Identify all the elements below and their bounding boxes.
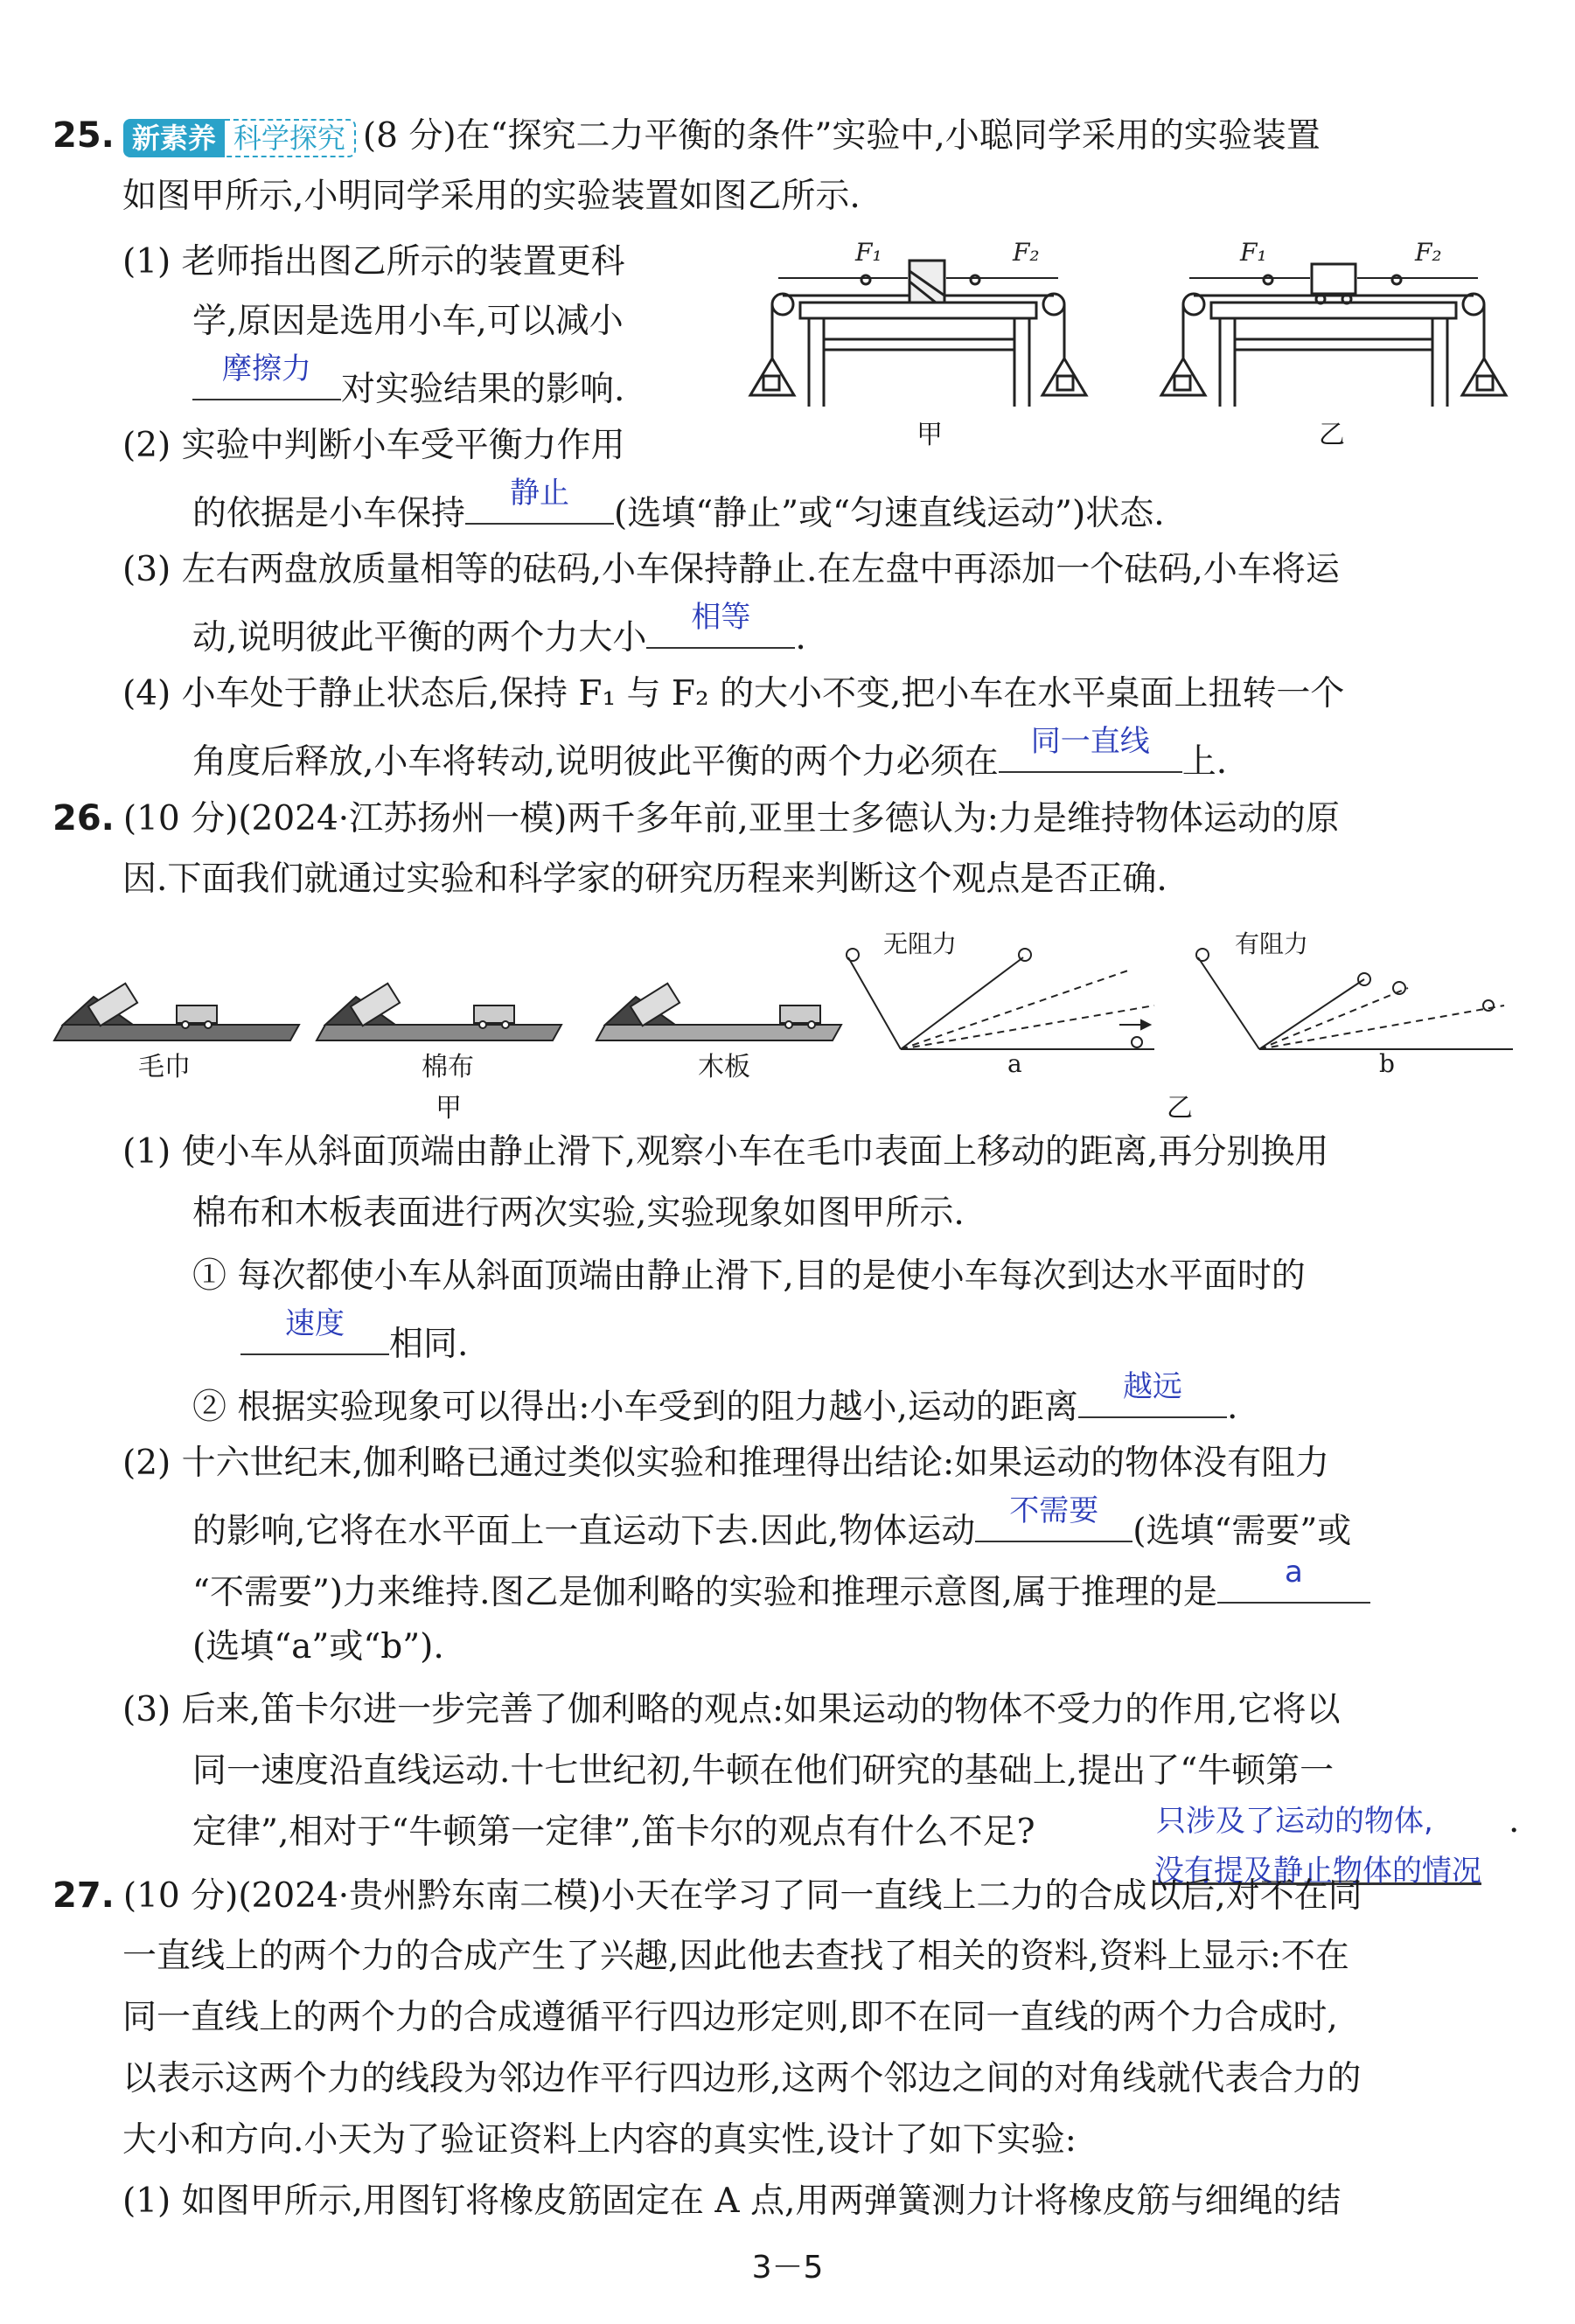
- q25-badge-sub: 科学探究: [225, 119, 356, 157]
- q25-p3-answer-blank: [646, 600, 795, 649]
- q26-s1-l2-text: 相同.: [389, 1325, 469, 1364]
- q26-s2-text: ② 根据实验现象可以得出:小车受到的阻力越小,运动的距离: [192, 1388, 1078, 1427]
- q25-p1-l1: (1) 老师指出图乙所示的装置更科: [122, 242, 625, 282]
- q26-p3-l3: 定律”,相对于“牛顿第一定律”,笛卡尔的观点有什么不足?: [192, 1813, 1035, 1852]
- q25-p4-answer-blank: [999, 724, 1182, 773]
- q25-text1: (8 分)在“探究二力平衡的条件”实验中,小聪同学采用的实验装置: [362, 116, 1321, 156]
- q26-s1-l1: ① 每次都使小车从斜面顶端由静止滑下,目的是使小车每次到达水平面时的: [192, 1256, 1306, 1296]
- q26-p2-answer2-blank: [1217, 1555, 1370, 1604]
- q27-line2: 一直线上的两个力的合成产生了兴趣,因此他去查找了相关的资料,资料上显示:不在: [122, 1937, 1349, 1976]
- q26-p2-l2: [192, 1493, 1352, 1556]
- q25-p2-l2-text-b: (选填“静止”或“匀速直线运动”)状态.: [614, 494, 1165, 533]
- q26-s2: [192, 1369, 1238, 1432]
- q26-p2-l4: (选填“a”或“b”).: [192, 1627, 444, 1666]
- q26-label-muban: 木板: [698, 1052, 750, 1082]
- q26-p3-l1: (3) 后来,笛卡尔进一步完善了伽利略的观点:如果运动的物体不受力的作用,它将以: [122, 1690, 1341, 1729]
- q27-line6: (1) 如图甲所示,用图钉将橡皮筋固定在 A 点,用两弹簧测力计将橡皮筋与细绳的结: [122, 2181, 1342, 2221]
- q26-p3-end: .: [1509, 1801, 1520, 1840]
- page-number: 3－5: [751, 2250, 824, 2286]
- q27-text1: (10 分)(2024·贵州黔东南二模)小天在学习了同一直线上二力的合成以后,对不在同: [122, 1876, 1362, 1916]
- q25-p3-l2-text: 动,说明彼此平衡的两个力大小: [192, 618, 647, 658]
- q26-line2: 因.下面我们就通过实验和科学家的研究历程来判断这个观点是否正确.: [122, 859, 1167, 899]
- q25-p3-l2: [192, 600, 806, 663]
- q25-p2-l1: (2) 实验中判断小车受平衡力作用: [122, 426, 625, 465]
- q26-p2-l2-text-b: (选填“需要”或: [1132, 1512, 1352, 1551]
- q25-p4-l2-text: 角度后释放,小车将转动,说明彼此平衡的两个力必须在: [192, 742, 999, 782]
- q27-number: 27.: [52, 1875, 115, 1916]
- q27-line5: 大小和方向.小天为了验证资料上内容的真实性,设计了如下实验:: [122, 2120, 1077, 2160]
- q26-figure-yi: [840, 944, 1522, 1067]
- q25-p1-l3: [192, 351, 625, 414]
- q25-p2-l2-text-a: 的依据是小车保持: [192, 494, 466, 533]
- q25-p2-answer-blank: [465, 476, 614, 525]
- q26-number: 26.: [52, 798, 115, 838]
- q25-badge: [123, 119, 356, 157]
- q25-p1-l2: 学,原因是选用小车,可以减小: [192, 302, 624, 341]
- q25-yi-f2-label: F₂: [1415, 238, 1442, 267]
- q27-line4: 以表示这两个力的线段为邻边作平行四边形,这两个邻边之间的对角线就代表合力的: [122, 2059, 1362, 2098]
- q25-p2-answer: 静止: [510, 476, 570, 511]
- q26-p2-l3-text: “不需要”)力来维持.图乙是伽利略的实验和推理示意图,属于推理的是: [192, 1573, 1217, 1612]
- q25-figure-jia-caption: 甲: [916, 420, 943, 450]
- q25-yi-f1-label: F₁: [1240, 238, 1267, 267]
- q25-p3-l2-end: .: [795, 618, 806, 658]
- q25-p4-l2-end: 上.: [1181, 742, 1228, 782]
- q26-s2-end: .: [1226, 1388, 1238, 1427]
- q26-p2-answer1-blank: [975, 1493, 1132, 1542]
- q26-p3-answer-l2: 没有提及静止物体的情况: [1154, 1854, 1481, 1889]
- q25-p4-l2: [192, 724, 1228, 787]
- q26-p3-answer-l1: 只涉及了运动的物体,: [1156, 1804, 1433, 1839]
- q25-p3-l1: (3) 左右两盘放质量相等的砝码,小车保持静止.在左盘中再添加一个砝码,小车将运: [122, 550, 1340, 589]
- q27-line1: [52, 1871, 1362, 1921]
- q25-p1-l3-text: 对实验结果的影响.: [341, 370, 625, 409]
- q25-figure-yi: [1167, 227, 1500, 428]
- q26-label-wuzuli: 无阻力: [883, 929, 958, 958]
- q26-s1-answer-blank: [240, 1306, 389, 1355]
- q26-figure-jia-caption: 甲: [436, 1093, 462, 1124]
- q25-line2: 如图甲所示,小明同学采用的实验装置如图乙所示.: [122, 177, 861, 216]
- q26-p2-l3: [192, 1555, 1370, 1618]
- q26-line1: [52, 794, 1340, 844]
- q26-p2-answer2: a: [1284, 1555, 1303, 1590]
- q26-label-a: a: [1007, 1049, 1022, 1078]
- q26-label-youzuli: 有阻力: [1235, 929, 1309, 958]
- q26-p2-l2-text: 的影响,它将在水平面上一直运动下去.因此,物体运动: [192, 1512, 976, 1551]
- q25-jia-f2-label: F₂: [1013, 238, 1040, 267]
- q25-p2-l2: [192, 476, 1165, 539]
- q25-badge-main: 新素养: [123, 119, 225, 157]
- q26-label-maojin: 毛巾: [138, 1052, 191, 1082]
- q25-p4-l1: (4) 小车处于静止状态后,保持 F₁ 与 F₂ 的大小不变,把小车在水平桌面上扭转一个: [122, 674, 1345, 713]
- q25-jia-f1-label: F₁: [855, 238, 882, 267]
- q25-p1-answer: 摩擦力: [222, 351, 311, 386]
- q26-s1-l2: [240, 1306, 469, 1369]
- q25-p3-answer: 相等: [691, 600, 751, 635]
- q25-figure-yi-caption: 乙: [1319, 420, 1345, 450]
- q25-number: 25.: [52, 115, 115, 156]
- q26-s1-answer: 速度: [285, 1306, 345, 1341]
- q26-figure-yi-caption: 乙: [1167, 1093, 1193, 1124]
- q26-label-mianbu: 棉布: [422, 1052, 474, 1082]
- q26-p1-l1: (1) 使小车从斜面顶端由静止滑下,观察小车在毛巾表面上移动的距离,再分别换用: [122, 1132, 1329, 1172]
- q25-p1-answer-blank: [192, 351, 341, 400]
- q26-p1-l2: 棉布和木板表面进行两次实验,实验现象如图甲所示.: [192, 1193, 965, 1233]
- q26-p3-l2: 同一速度沿直线运动.十七世纪初,牛顿在他们研究的基础上,提出了“牛顿第一: [192, 1751, 1335, 1791]
- q26-s2-answer-blank: [1078, 1369, 1227, 1418]
- q26-text1: (10 分)(2024·江苏扬州一模)两千多年前,亚里士多德认为:力是维持物体运动的原: [122, 799, 1340, 838]
- q27-line3: 同一直线上的两个力的合成遵循平行四边形定则,即不在同一直线的两个力合成时,: [122, 1998, 1338, 2037]
- q25-line1: [52, 111, 1321, 161]
- q26-p2-answer1: 不需要: [1009, 1493, 1099, 1528]
- q26-label-b: b: [1379, 1049, 1395, 1078]
- q25-p4-answer: 同一直线: [1030, 724, 1150, 759]
- q26-s2-answer: 越远: [1122, 1369, 1182, 1404]
- q26-p2-l1: (2) 十六世纪末,伽利略已通过类似实验和推理得出结论:如果运动的物体没有阻力: [122, 1444, 1330, 1483]
